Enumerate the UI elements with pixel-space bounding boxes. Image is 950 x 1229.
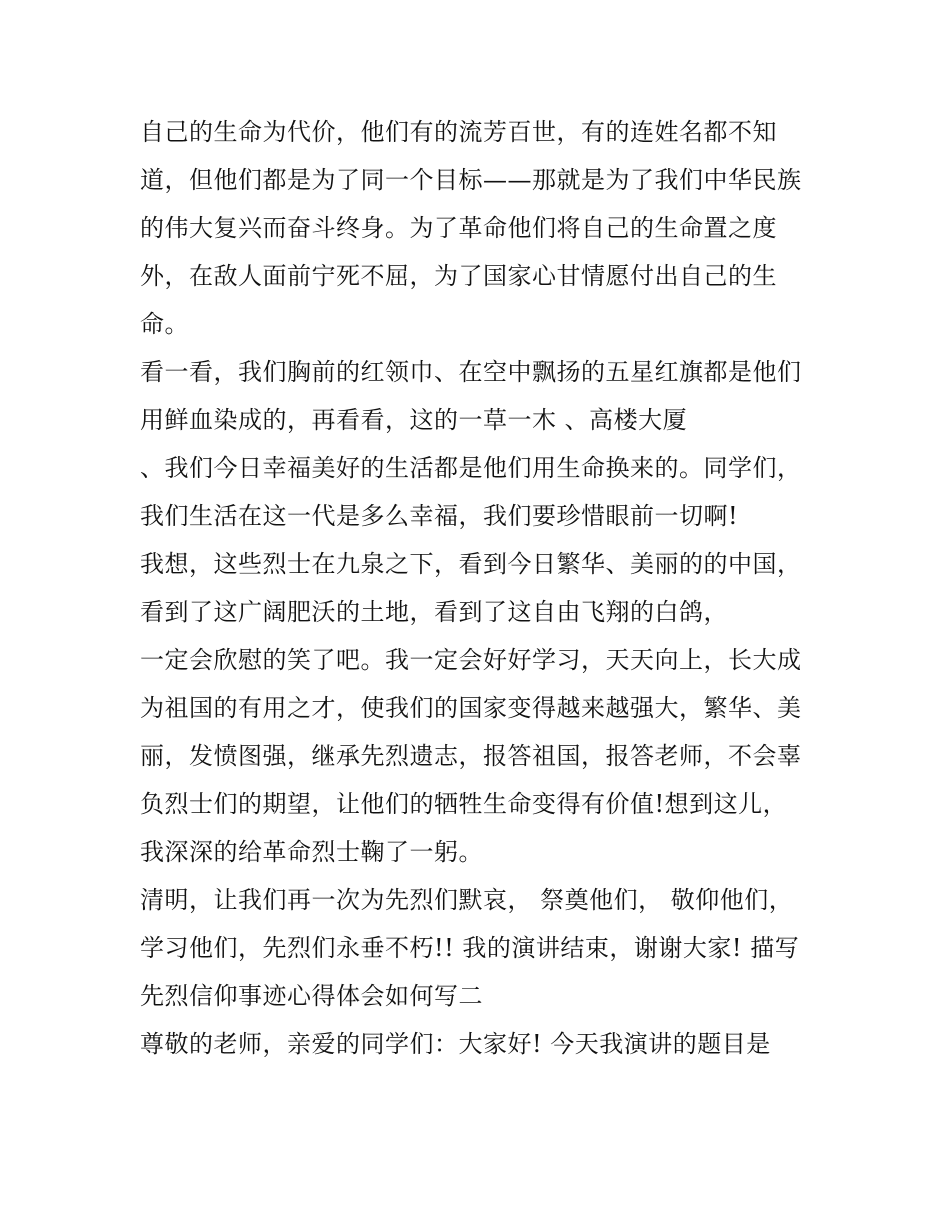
text-line: 自己的生命为代价，他们有的流芳百世，有的连姓名都不知 [140, 118, 777, 146]
document-body [140, 108, 820, 1068]
text-line: 为祖国的有用之才，使我们的国家变得越来越强大，繁华、美 [140, 694, 802, 722]
text-line: 我深深的给革命烈士鞠了一躬。 [140, 838, 483, 866]
text-line: 看一看，我们胸前的红领巾、在空中飘扬的五星红旗都是他们 [140, 358, 802, 386]
text-line: 我想，这些烈士在九泉之下，看到今日繁华、美丽的的中国， [140, 550, 802, 578]
text-line: 命。 [140, 310, 189, 338]
text-line: 一定会欣慰的笑了吧。我一定会好好学习，天天向上，长大成 [140, 646, 802, 674]
text-line: 清明，让我们再一次为先烈们默哀， 祭奠他们， 敬仰他们， [140, 886, 794, 914]
text-line: 的伟大复兴而奋斗终身。为了革命他们将自己的生命置之度 [140, 214, 777, 242]
text-line: 、我们今日幸福美好的生活都是他们用生命换来的。同学们， [140, 454, 802, 482]
text-line: 我们生活在这一代是多么幸福，我们要珍惜眼前一切啊! [140, 502, 739, 530]
text-line: 尊敬的老师，亲爱的同学们：大家好! 今天我演讲的题目是 [140, 1030, 771, 1058]
text-line: 丽，发愤图强，继承先烈遗志，报答祖国，报答老师，不会辜 [140, 742, 802, 770]
text-line: 外，在敌人面前宁死不屈，为了国家心甘情愿付出自己的生 [140, 262, 777, 290]
text-line: 先烈信仰事迹心得体会如何写二 [140, 982, 483, 1010]
text-line: 学习他们，先烈们永垂不朽!! 我的演讲结束，谢谢大家! 描写 [140, 934, 800, 962]
text-line: 道，但他们都是为了同一个目标——那就是为了我们中华民族 [140, 166, 802, 194]
text-line: 看到了这广阔肥沃的土地，看到了这自由飞翔的白鸽， [140, 598, 728, 626]
text-line: 用鲜血染成的，再看看，这的一草一木 、高楼大厦 [140, 406, 688, 434]
text-line: 负烈士们的期望，让他们的牺牲生命变得有价值!想到这儿， [140, 790, 788, 818]
